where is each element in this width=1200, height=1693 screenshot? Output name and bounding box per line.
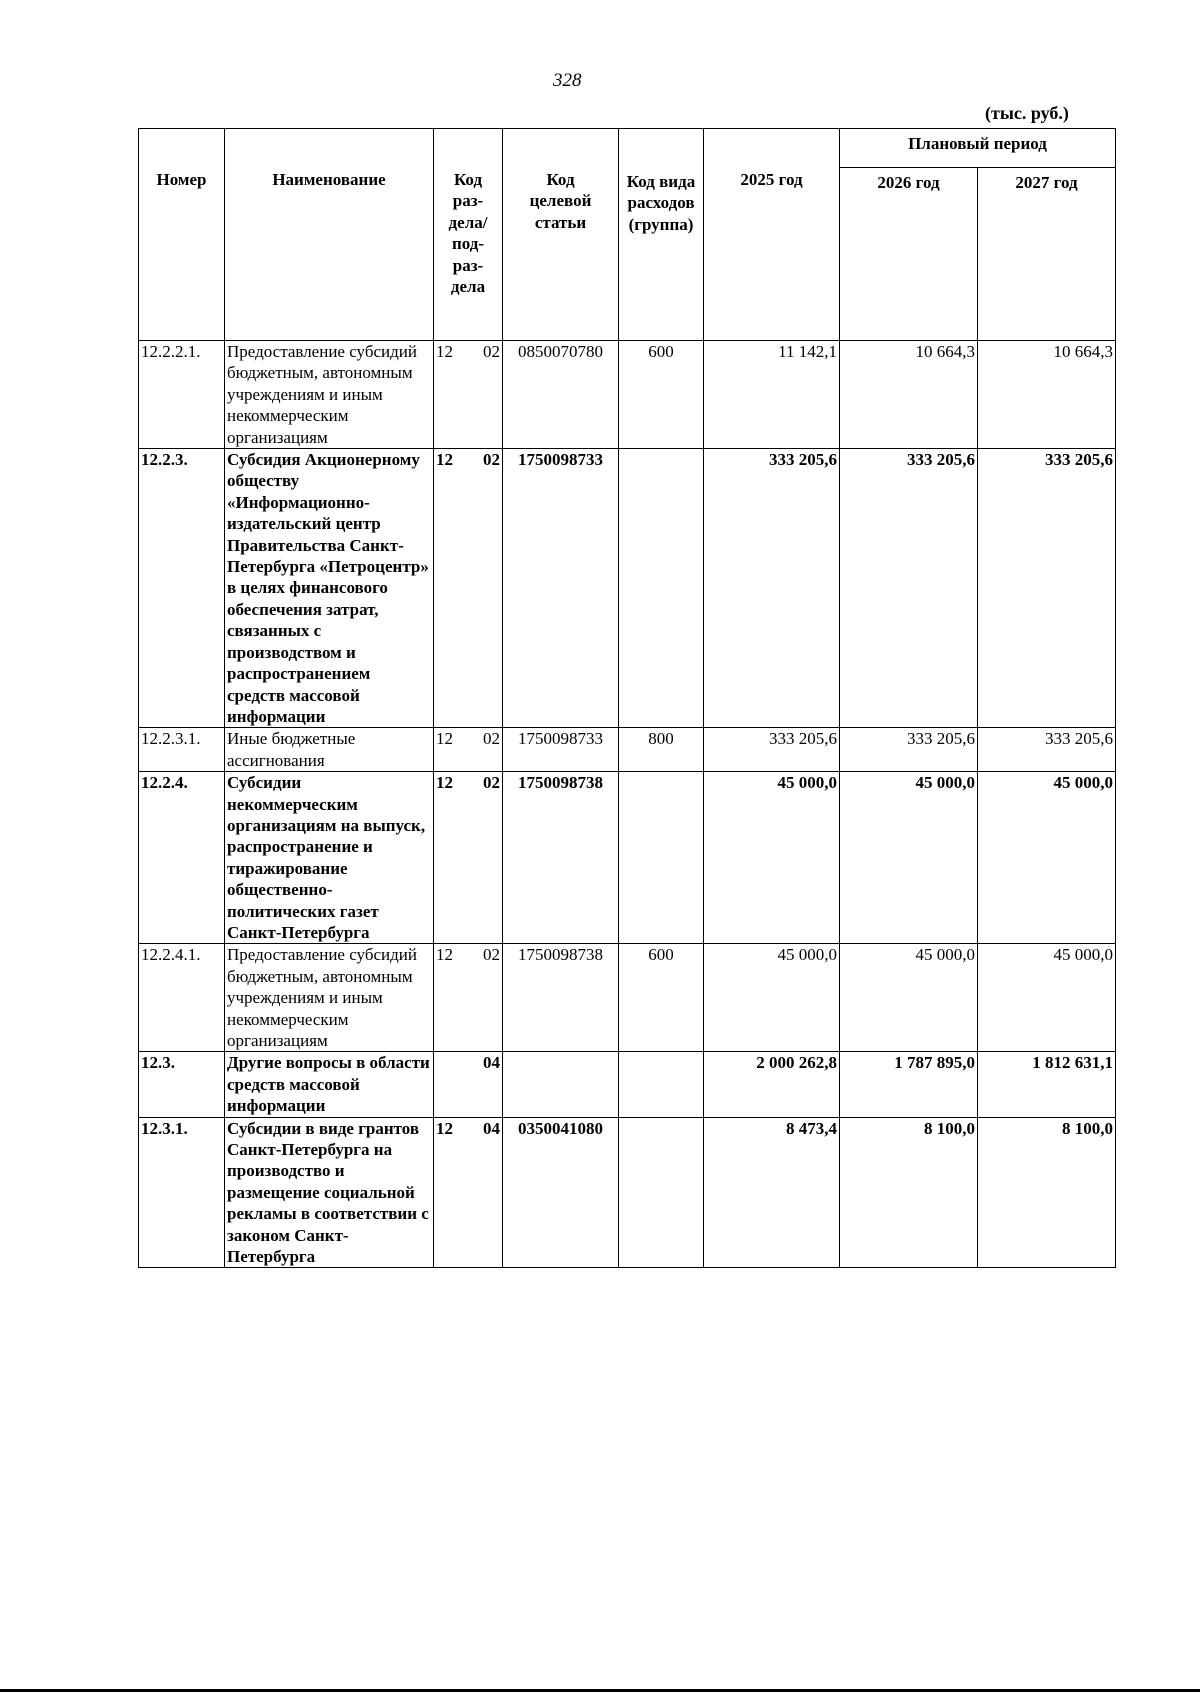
row-value-2026: 45 000,0 bbox=[840, 944, 978, 1052]
row-section-code bbox=[434, 1117, 503, 1268]
row-expense-type bbox=[619, 772, 704, 944]
header-planned-period: Плановый период bbox=[840, 129, 1116, 168]
row-value-2026: 333 205,6 bbox=[840, 728, 978, 772]
subsection-code: 02 bbox=[483, 773, 500, 793]
section-code: 12 bbox=[436, 450, 453, 470]
header-name: Наименование bbox=[225, 129, 434, 341]
row-section-code bbox=[434, 341, 503, 449]
section-code: 12 bbox=[436, 1118, 453, 1138]
row-number: 12.2.3. bbox=[139, 449, 225, 728]
row-value-2027: 333 205,6 bbox=[978, 449, 1116, 728]
table-row bbox=[139, 728, 1116, 772]
row-target-code: 1750098738 bbox=[503, 772, 619, 944]
scan-edge-line bbox=[0, 1689, 1200, 1692]
row-number: 12.2.4.1. bbox=[139, 944, 225, 1052]
row-value-2025: 45 000,0 bbox=[704, 944, 840, 1052]
table-row bbox=[139, 944, 1116, 1052]
row-value-2025: 2 000 262,8 bbox=[704, 1052, 840, 1117]
table-row bbox=[139, 772, 1116, 944]
row-value-2027: 1 812 631,1 bbox=[978, 1052, 1116, 1117]
row-target-code bbox=[503, 1052, 619, 1117]
row-value-2025: 333 205,6 bbox=[704, 728, 840, 772]
row-value-2026: 333 205,6 bbox=[840, 449, 978, 728]
header-section-code: Код раз-дела/ под-раз-дела bbox=[434, 129, 503, 341]
table-body bbox=[139, 341, 1116, 1268]
header-number: Номер bbox=[139, 129, 225, 341]
row-value-2026: 1 787 895,0 bbox=[840, 1052, 978, 1117]
row-value-2027: 8 100,0 bbox=[978, 1117, 1116, 1268]
header-2026: 2026 год bbox=[840, 168, 978, 341]
row-value-2025: 333 205,6 bbox=[704, 449, 840, 728]
row-name: Субсидии в виде грантов Санкт-Петербурга на производство и размещение социальной рекламы в соответствии с законом Санкт-Петербурга bbox=[225, 1117, 434, 1268]
table-row bbox=[139, 341, 1116, 449]
row-target-code: 1750098733 bbox=[503, 728, 619, 772]
row-target-code: 0350041080 bbox=[503, 1117, 619, 1268]
row-value-2027: 10 664,3 bbox=[978, 341, 1116, 449]
page-number: 328 bbox=[553, 70, 582, 91]
section-code: 12 bbox=[436, 773, 453, 793]
row-expense-type: 800 bbox=[619, 728, 704, 772]
header-2025: 2025 год bbox=[704, 129, 840, 341]
row-value-2026: 8 100,0 bbox=[840, 1117, 978, 1268]
row-section-code bbox=[434, 1052, 503, 1117]
units-label: (тыс. руб.) bbox=[985, 103, 1069, 123]
row-expense-type bbox=[619, 1117, 704, 1268]
subsection-code: 02 bbox=[483, 450, 500, 470]
row-name: Субсидии некоммерческим организациям на выпуск, распространение и тиражирование общественно-политических газет Санкт-Петербурга bbox=[225, 772, 434, 944]
row-expense-type bbox=[619, 1052, 704, 1117]
row-value-2025: 11 142,1 bbox=[704, 341, 840, 449]
subsection-code: 04 bbox=[483, 1053, 500, 1073]
row-section-code bbox=[434, 944, 503, 1052]
row-section-code bbox=[434, 772, 503, 944]
subsection-code: 02 bbox=[483, 729, 500, 749]
row-number: 12.2.4. bbox=[139, 772, 225, 944]
row-value-2027: 333 205,6 bbox=[978, 728, 1116, 772]
row-section-code bbox=[434, 449, 503, 728]
row-expense-type: 600 bbox=[619, 944, 704, 1052]
row-number: 12.3. bbox=[139, 1052, 225, 1117]
section-code: 12 bbox=[436, 945, 453, 965]
row-section-code bbox=[434, 728, 503, 772]
row-value-2027: 45 000,0 bbox=[978, 772, 1116, 944]
row-expense-type: 600 bbox=[619, 341, 704, 449]
header-2027: 2027 год bbox=[978, 168, 1116, 341]
table-row bbox=[139, 1117, 1116, 1268]
row-number: 12.3.1. bbox=[139, 1117, 225, 1268]
subsection-code: 02 bbox=[483, 342, 500, 361]
row-name: Предоставление субсидий бюджетным, автономным учреждениям и иным некоммерческим организациям bbox=[225, 341, 434, 449]
row-target-code: 1750098738 bbox=[503, 944, 619, 1052]
row-value-2027: 45 000,0 bbox=[978, 944, 1116, 1052]
section-code: 12 bbox=[436, 342, 453, 361]
header-expense-type: Код вида расходов (группа) bbox=[619, 129, 704, 341]
row-number: 12.2.3.1. bbox=[139, 728, 225, 772]
row-name: Предоставление субсидий бюджетным, автономным учреждениям и иным некоммерческим организациям bbox=[225, 944, 434, 1052]
row-value-2026: 10 664,3 bbox=[840, 341, 978, 449]
row-expense-type bbox=[619, 449, 704, 728]
header-target-code: Код целевой статьи bbox=[503, 129, 619, 341]
subsection-code: 02 bbox=[483, 945, 500, 965]
row-name: Субсидия Акционерному обществу «Информационно-издательский центр Правительства Санкт-Петербурга «Петроцентр» в целях финансового обеспечения затрат, связанных с производством и распространением средств массовой информации bbox=[225, 449, 434, 728]
row-value-2025: 45 000,0 bbox=[704, 772, 840, 944]
budget-table bbox=[138, 128, 1116, 1268]
row-name: Иные бюджетные ассигнования bbox=[225, 728, 434, 772]
table-row bbox=[139, 449, 1116, 728]
row-value-2025: 8 473,4 bbox=[704, 1117, 840, 1268]
table-row bbox=[139, 1052, 1116, 1117]
section-code: 12 bbox=[436, 729, 453, 749]
row-target-code: 0850070780 bbox=[503, 341, 619, 449]
subsection-code: 04 bbox=[483, 1118, 500, 1138]
row-number: 12.2.2.1. bbox=[139, 341, 225, 449]
row-value-2026: 45 000,0 bbox=[840, 772, 978, 944]
row-target-code: 1750098733 bbox=[503, 449, 619, 728]
row-name: Другие вопросы в области средств массовой информации bbox=[225, 1052, 434, 1117]
